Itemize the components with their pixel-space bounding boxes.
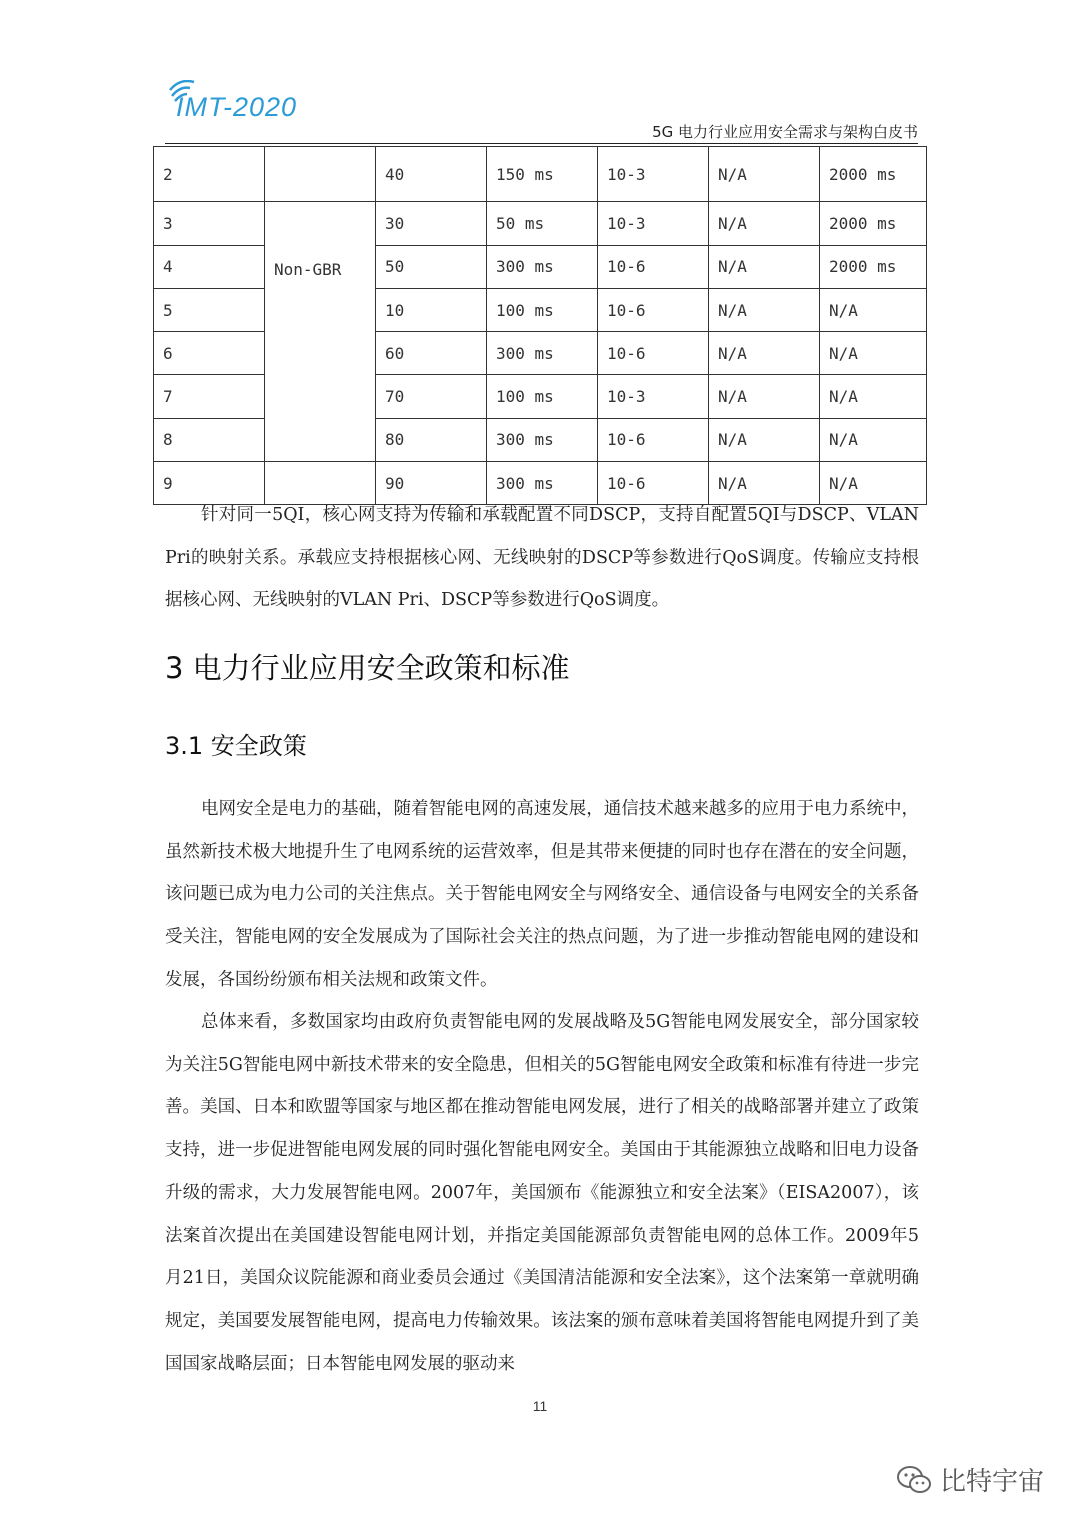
table-cell: 300 ms [487, 245, 598, 288]
table-cell: 6 [154, 332, 265, 375]
table-cell: N/A [709, 202, 820, 245]
table-cell: 2000 ms [820, 147, 927, 202]
table-cell: 80 [376, 418, 487, 461]
table-cell: 10-6 [598, 462, 709, 505]
table-cell: 300 ms [487, 462, 598, 505]
table-cell: N/A [709, 462, 820, 505]
watermark [896, 1461, 1044, 1498]
table-cell: 10-3 [598, 202, 709, 245]
paragraph-policy-overview: 总体来看，多数国家均由政府负责智能电网的发展战略及5G智能电网发展安全，部分国家较为关注5G智能电网中新技术带来的安全隐患，但相关的5G智能电网安全政策和标准有待进一步完善。美国、日本和欧盟等国家与地区都在推动智能电网发展，进行了相关的战略部署并建立了政策支持，进一步促进智能电网发展的同时强化智能电网安全。美国由于其能源独立战略和旧电力设备升级的需求，大力发展智能电网。2007年，美国颁布《能源独立和安全法案》（EISA2007），该法案首次提出在美国建设智能电网计划，并指定美国能源部负责智能电网的总体工作。2009年5月21日，美国众议院能源和商业委员会通过《美国清洁能源和安全法案》，这个法案第一章就明确规定，美国要发展智能电网，提高电力传输效果。该法案的颁布意味着美国将智能电网提升到了美国国家战略层面；日本智能电网发展的驱动来 [165, 1012, 919, 1374]
table-cell: 10-6 [598, 418, 709, 461]
table-cell: 9 [154, 462, 265, 505]
table-cell: 150 ms [487, 147, 598, 202]
table-cell: N/A [709, 375, 820, 418]
table-cell: 100 ms [487, 375, 598, 418]
table-cell: 300 ms [487, 418, 598, 461]
table-cell: 300 ms [487, 332, 598, 375]
table-cell: 2000 ms [820, 202, 927, 245]
table-cell: 10-3 [598, 375, 709, 418]
table-cell: 30 [376, 202, 487, 245]
table-cell: 40 [376, 147, 487, 202]
table-cell: 50 ms [487, 202, 598, 245]
subsection-heading: 3.1 安全政策 [165, 732, 307, 760]
table-cell: N/A [820, 332, 927, 375]
table-cell: 10-6 [598, 288, 709, 331]
resource-type-cell [265, 202, 376, 462]
table-cell: 7 [154, 375, 265, 418]
section-heading: 3 电力行业应用安全政策和标准 [165, 651, 570, 685]
paragraph-dscp-mapping: 针对同一5QI，核心网支持为传输和承载配置不同DSCP，支持自配置5QI与DSCP、VLAN Pri的映射关系。承载应支持根据核心网、无线映射的DSCP等参数进行QoS调度。传输应支持根据核心网、无线映射的VLAN Pri、DSCP等参数进行QoS调度。 [165, 505, 919, 611]
table-cell: 10-3 [598, 147, 709, 202]
table-cell: N/A [820, 288, 927, 331]
table-cell: 4 [154, 245, 265, 288]
document-title: 5G 电力行业应用安全需求与架构白皮书 [652, 123, 918, 141]
table-row [154, 202, 927, 245]
table-cell: 100 ms [487, 288, 598, 331]
table-cell: N/A [709, 418, 820, 461]
header-rule [165, 143, 918, 144]
table-cell: 8 [154, 418, 265, 461]
wechat-icon [896, 1465, 932, 1495]
table-cell: 2000 ms [820, 245, 927, 288]
table-cell: N/A [709, 245, 820, 288]
table-cell: 5 [154, 288, 265, 331]
table-cell: 2 [154, 147, 265, 202]
table-cell: 10-6 [598, 332, 709, 375]
table-cell: N/A [709, 147, 820, 202]
table-cell: N/A [820, 418, 927, 461]
qos-table [153, 146, 927, 505]
table-cell: 50 [376, 245, 487, 288]
table-cell: 90 [376, 462, 487, 505]
table-cell: N/A [820, 462, 927, 505]
table-cell: 10 [376, 288, 487, 331]
table-cell: 70 [376, 375, 487, 418]
paragraph-grid-security: 电网安全是电力的基础，随着智能电网的高速发展，通信技术越来越多的应用于电力系统中，虽然新技术极大地提升生了电网系统的运营效率，但是其带来便捷的同时也存在潜在的安全问题，该问题已成为电力公司的关注焦点。关于智能电网安全与网络安全、通信设备与电网安全的关系备受关注，智能电网的安全发展成为了国际社会关注的热点问题，为了进一步推动智能电网的建设和发展，各国纷纷颁布相关法规和政策文件。 [165, 799, 919, 990]
table-cell: N/A [709, 332, 820, 375]
page-number: 11 [532, 1398, 548, 1414]
table-cell: 60 [376, 332, 487, 375]
table-cell: N/A [820, 375, 927, 418]
table-row [154, 147, 927, 202]
watermark-text: 比特宇宙 [939, 1467, 1044, 1497]
table-cell: N/A [709, 288, 820, 331]
table-cell: 3 [154, 202, 265, 245]
resource-type-label: Non-GBR [274, 260, 342, 280]
resource-type-cell [265, 147, 376, 202]
table-cell: 10-6 [598, 245, 709, 288]
logo-text: IMT-2020 [176, 92, 298, 122]
